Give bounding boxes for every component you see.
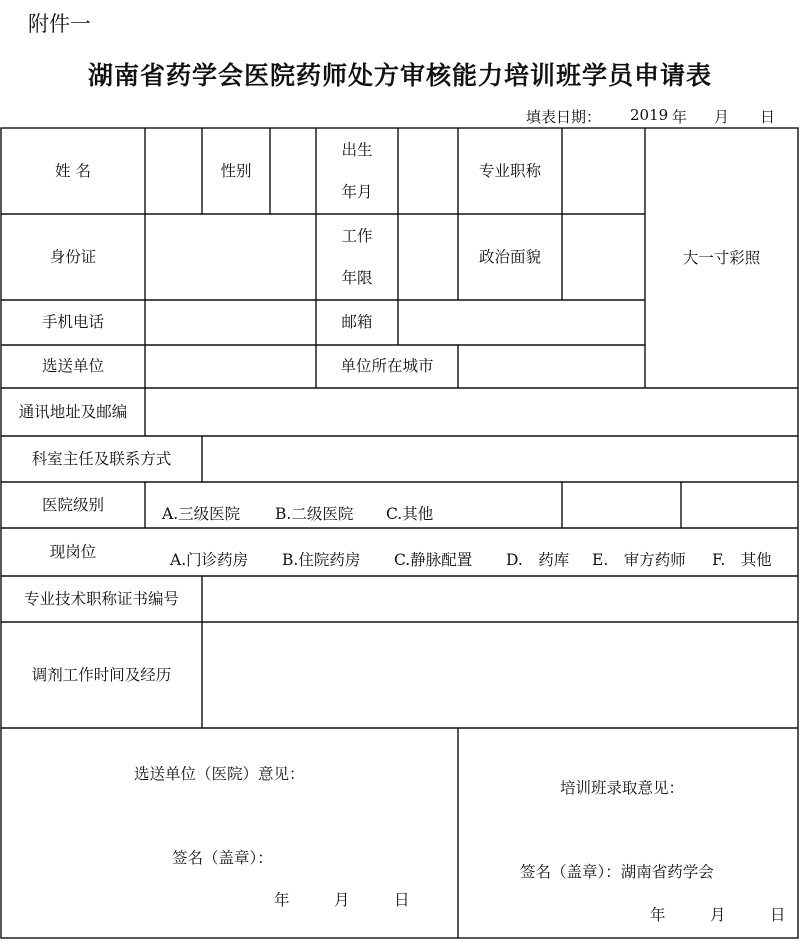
post-option[interactable]: E. 审方药师	[592, 551, 686, 569]
training-opinion-label: 培训班录取意见：	[560, 779, 685, 797]
post-label: 现岗位	[49, 542, 97, 561]
birth-label-line1: 出生	[341, 141, 373, 159]
post-option[interactable]: D. 药库	[506, 551, 570, 569]
fill-date-label: 填表日期：	[526, 108, 602, 126]
training-date-month: 月	[710, 906, 726, 924]
unit-label: 选送单位	[41, 357, 104, 376]
hospital-level-option[interactable]: A.三级医院	[162, 505, 241, 523]
hospital-level-option[interactable]: C.其他	[386, 505, 434, 523]
work-years-label-line1: 工作	[341, 227, 373, 245]
attachment-label: 附件一	[28, 12, 91, 36]
certificate-number-label: 专业技术职称证书编号	[23, 589, 179, 608]
unit-date-day: 日	[394, 891, 410, 909]
hospital-level-option[interactable]: B.二级医院	[275, 505, 354, 523]
photo-label: 大一寸彩照	[682, 248, 761, 267]
gender-label: 性别	[220, 161, 252, 180]
director-label: 科室主任及联系方式	[31, 449, 172, 468]
post-option[interactable]: F. 其他	[712, 551, 772, 569]
post-option[interactable]: A.门诊药房	[170, 551, 249, 569]
training-date-year: 年	[650, 906, 666, 924]
birth-label	[316, 128, 398, 214]
fill-date-month-unit: 月	[714, 108, 730, 126]
post-option[interactable]: B.住院药房	[282, 551, 361, 569]
unit-date-month: 月	[334, 891, 350, 909]
phone-label: 手机电话	[41, 313, 104, 332]
form-title: 湖南省药学会医院药师处方审核能力培训班学员申请表	[87, 61, 712, 90]
training-date-day: 日	[770, 906, 786, 924]
unit-sign-label: 签名（盖章）：	[172, 849, 273, 867]
professional-title-label: 专业职称	[478, 161, 541, 180]
email-label: 邮箱	[341, 313, 373, 332]
training-sign-label: 签名（盖章）：湖南省药学会	[520, 863, 714, 881]
photo-box	[645, 128, 798, 388]
name-label: 姓 名	[55, 161, 91, 180]
fill-date-year: 2019	[630, 106, 669, 124]
id-card-label: 身份证	[49, 247, 97, 266]
political-status-label: 政治面貌	[478, 247, 541, 266]
unit-opinion-label: 选送单位（医院）意见：	[134, 765, 305, 783]
work-years-label-line2: 年限	[341, 269, 373, 287]
work-years-label	[316, 214, 398, 300]
address-label: 通讯地址及邮编	[18, 402, 128, 421]
unit-date-year: 年	[274, 891, 290, 909]
fill-date-day-unit: 日	[760, 108, 776, 126]
post-option[interactable]: C.静脉配置	[394, 551, 473, 569]
unit-city-label: 单位所在城市	[340, 357, 434, 376]
experience-label: 调剂工作时间及经历	[31, 665, 172, 684]
fill-date-year-unit: 年	[672, 108, 688, 126]
birth-label-line2: 年月	[341, 183, 373, 201]
hospital-level-label: 医院级别	[41, 495, 104, 514]
